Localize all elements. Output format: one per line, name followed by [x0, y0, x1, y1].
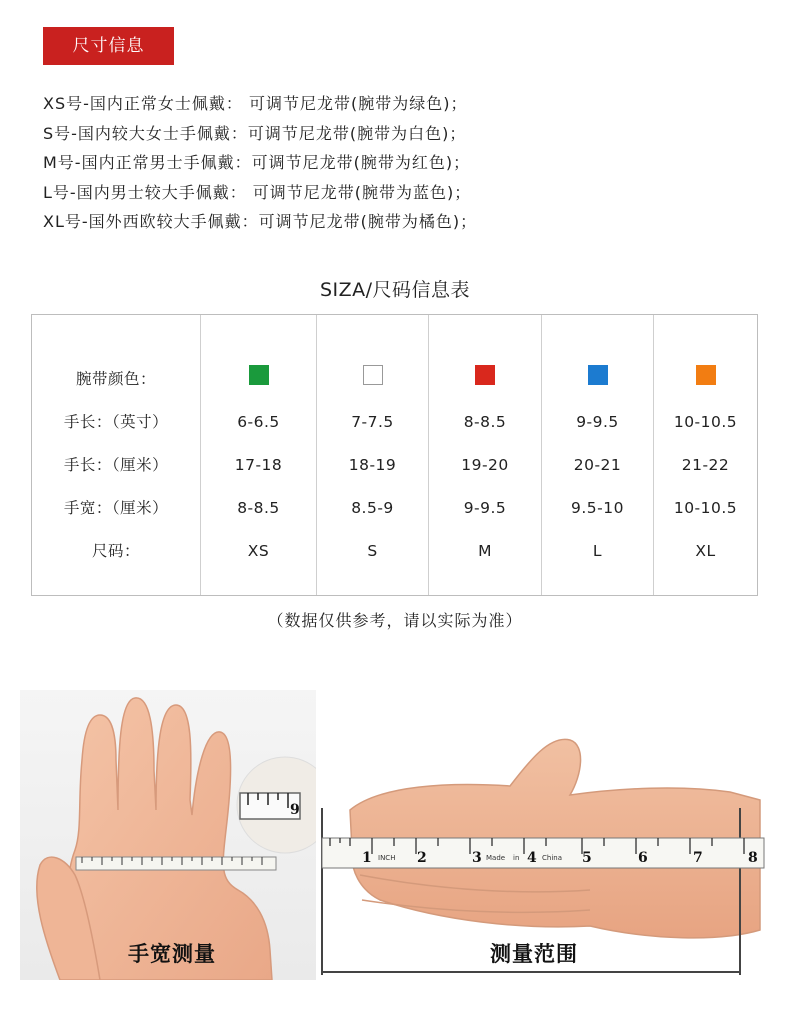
hand-length-illustration [320, 690, 770, 980]
section-title-badge: 尺寸信息 [43, 27, 174, 65]
tape-mark: in [513, 854, 520, 862]
hand-length-cm-value: 19-20 [461, 456, 509, 474]
tape-mark: China [542, 854, 562, 862]
tape-number: 3 [472, 850, 482, 866]
hand-width-cm-value: 8.5-9 [351, 499, 394, 517]
hand-length-in-value: 9-9.5 [576, 413, 619, 431]
hand-length-in-value: 7-7.5 [351, 413, 394, 431]
tape-zoom-number: 9 [290, 802, 300, 818]
tape-mark: Made [486, 854, 506, 862]
hand-length-in-value: 10-10.5 [673, 413, 738, 431]
row-label-hand-length-in: 手长：（英寸） [63, 413, 169, 431]
hand-length-cm-value: 20-21 [573, 456, 622, 474]
size-value: M [478, 542, 492, 560]
size-description-xl: XL号-国外西欧较大手佩戴：可调节尼龙带(腕带为橘色)； [43, 212, 478, 231]
band-color-swatch [249, 365, 269, 385]
size-table-title: SIZA/尺码信息表 [319, 279, 471, 301]
size-description-s: S号-国内较大女士手佩戴：可调节尼龙带(腕带为白色)； [43, 123, 467, 143]
hand-width-cm-value: 10-10.5 [673, 499, 738, 517]
row-label-band-color: 腕带颜色： [75, 370, 156, 388]
hand-width-photo [20, 690, 316, 980]
row-label-size: 尺码： [91, 542, 140, 560]
tape-number: 6 [638, 850, 648, 866]
size-column-l [541, 315, 653, 595]
size-table [31, 314, 758, 596]
size-description-l: L号-国内男士较大手佩戴： 可调节尼龙带(腕带为蓝色)； [43, 182, 472, 202]
tape-number: 1 [362, 850, 372, 866]
size-value: L [592, 542, 603, 560]
hand-width-caption: 手宽测量 [128, 942, 216, 966]
tape-number: 5 [582, 850, 592, 866]
tape-mark: INCH [378, 854, 396, 862]
row-label-hand-length-cm: 手长：（厘米） [63, 456, 169, 474]
hand-length-in-value: 6-6.5 [237, 413, 280, 431]
hand-length-cm-value: 17-18 [234, 456, 283, 474]
tape-number: 4 [527, 850, 537, 866]
band-color-swatch [696, 365, 716, 385]
hand-length-cm-value: 21-22 [681, 456, 730, 474]
band-color-swatch [363, 365, 383, 385]
band-color-swatch [475, 365, 495, 385]
hand-length-photo [320, 690, 770, 980]
row-label-hand-width-cm: 手宽：（厘米） [63, 499, 169, 517]
size-value: S [367, 542, 378, 560]
hand-length-in-value: 8-8.5 [463, 413, 507, 431]
measure-range-caption: 测量范围 [490, 942, 578, 966]
hand-width-illustration [20, 690, 316, 980]
size-column-xs [200, 315, 316, 595]
hand-width-cm-value: 8-8.5 [237, 499, 280, 517]
size-column-xl [653, 315, 757, 595]
tape-number: 8 [748, 850, 758, 866]
tape-number: 2 [417, 850, 427, 866]
size-column-m [428, 315, 541, 595]
hand-length-cm-value: 18-19 [348, 456, 397, 474]
size-description-m: M号-国内正常男士手佩戴：可调节尼龙带(腕带为红色)； [43, 153, 471, 172]
disclaimer-note: （数据仅供参考，请以实际为准） [267, 611, 523, 630]
hand-width-cm-value: 9.5-10 [571, 499, 624, 517]
row-labels-column [32, 315, 200, 595]
size-description-list [43, 89, 477, 237]
size-value: XS [247, 542, 270, 560]
hand-width-cm-value: 9-9.5 [463, 499, 507, 517]
size-column-s [316, 315, 428, 595]
band-color-swatch [588, 365, 608, 385]
size-description-xs: XS号-国内正常女士佩戴： 可调节尼龙带(腕带为绿色)； [43, 94, 468, 113]
tape-number: 7 [693, 850, 703, 866]
size-value: XL [695, 542, 716, 560]
